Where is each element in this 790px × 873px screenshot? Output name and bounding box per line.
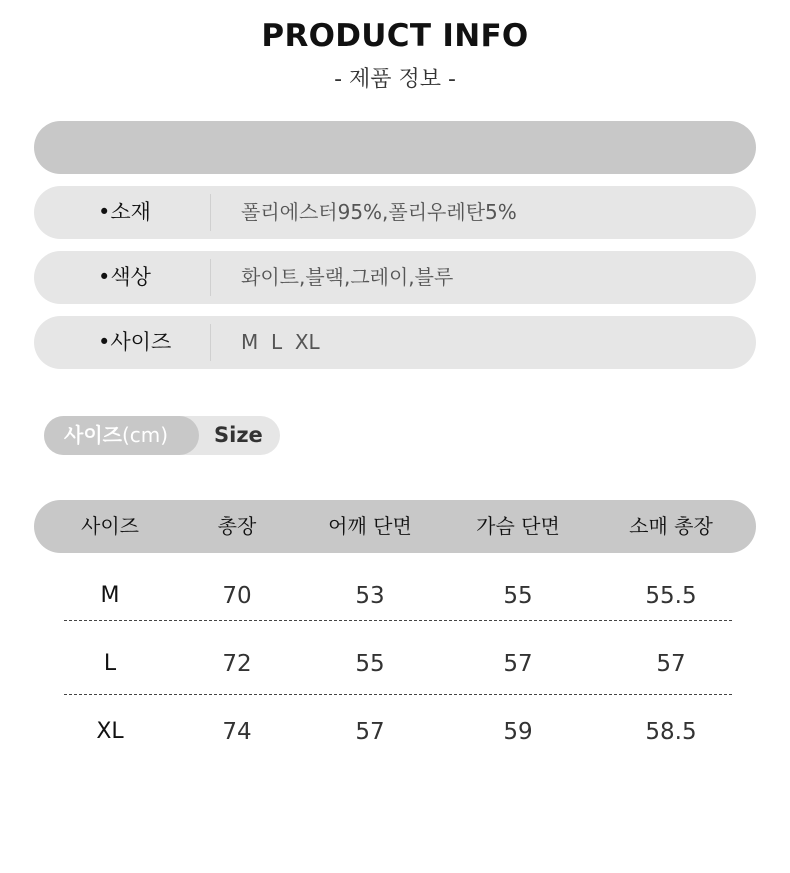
size-table-cell: 59: [503, 719, 533, 745]
info-label-material: •소재: [98, 200, 151, 224]
info-row-size: [34, 316, 756, 369]
size-table-row: [0, 712, 790, 752]
info-value-color: 화이트,블랙,그레이,블루: [241, 265, 454, 289]
info-label-size: •사이즈: [98, 330, 172, 354]
info-divider: [210, 194, 211, 231]
size-table-cell: 70: [222, 583, 252, 609]
info-divider: [210, 259, 211, 296]
size-table-cell: 55: [503, 583, 533, 609]
size-toggle-active-option[interactable]: [44, 416, 199, 455]
size-table-column-header: 소매 총장: [629, 514, 713, 538]
size-table-cell: 55.5: [645, 583, 697, 609]
size-table-cell: L: [103, 651, 117, 676]
size-table-cell: 57: [656, 651, 686, 677]
size-table-column-header: 총장: [217, 514, 257, 538]
info-label-color: •색상: [98, 265, 151, 289]
size-table-header: [34, 500, 756, 553]
info-header-bar: [34, 121, 756, 174]
size-unit-toggle[interactable]: [44, 416, 280, 455]
row-divider: [64, 694, 732, 695]
info-divider: [210, 324, 211, 361]
page-subtitle: - 제품 정보 -: [334, 67, 456, 92]
page-title: PRODUCT INFO: [261, 18, 529, 54]
info-row-color: [34, 251, 756, 304]
size-table-cell: 57: [503, 651, 533, 677]
size-toggle-inactive-option[interactable]: Size: [214, 423, 263, 447]
size-table-cell: 72: [222, 651, 252, 677]
size-table-row: [0, 576, 790, 616]
size-toggle-active-unit: (cm): [121, 423, 169, 447]
size-table-column-header: 어깨 단면: [328, 514, 412, 538]
info-value-material: 폴리에스터95%,폴리우레탄5%: [241, 200, 517, 224]
size-table-cell: XL: [96, 719, 124, 744]
size-table-cell: 55: [355, 651, 385, 677]
size-toggle-active-label: [64, 416, 168, 455]
size-table-column-header: 사이즈: [81, 514, 139, 538]
size-table-column-header: 가슴 단면: [476, 514, 560, 538]
size-table-cell: 53: [355, 583, 385, 609]
size-table-cell: 58.5: [645, 719, 697, 745]
size-toggle-active-text: 사이즈: [64, 423, 122, 447]
info-row-material: [34, 186, 756, 239]
size-table-row: [0, 644, 790, 684]
row-divider: [64, 620, 732, 621]
size-table-cell: 74: [222, 719, 252, 745]
info-value-size: M L XL: [241, 330, 320, 354]
size-table-cell: M: [100, 583, 120, 608]
size-table-cell: 57: [355, 719, 385, 745]
